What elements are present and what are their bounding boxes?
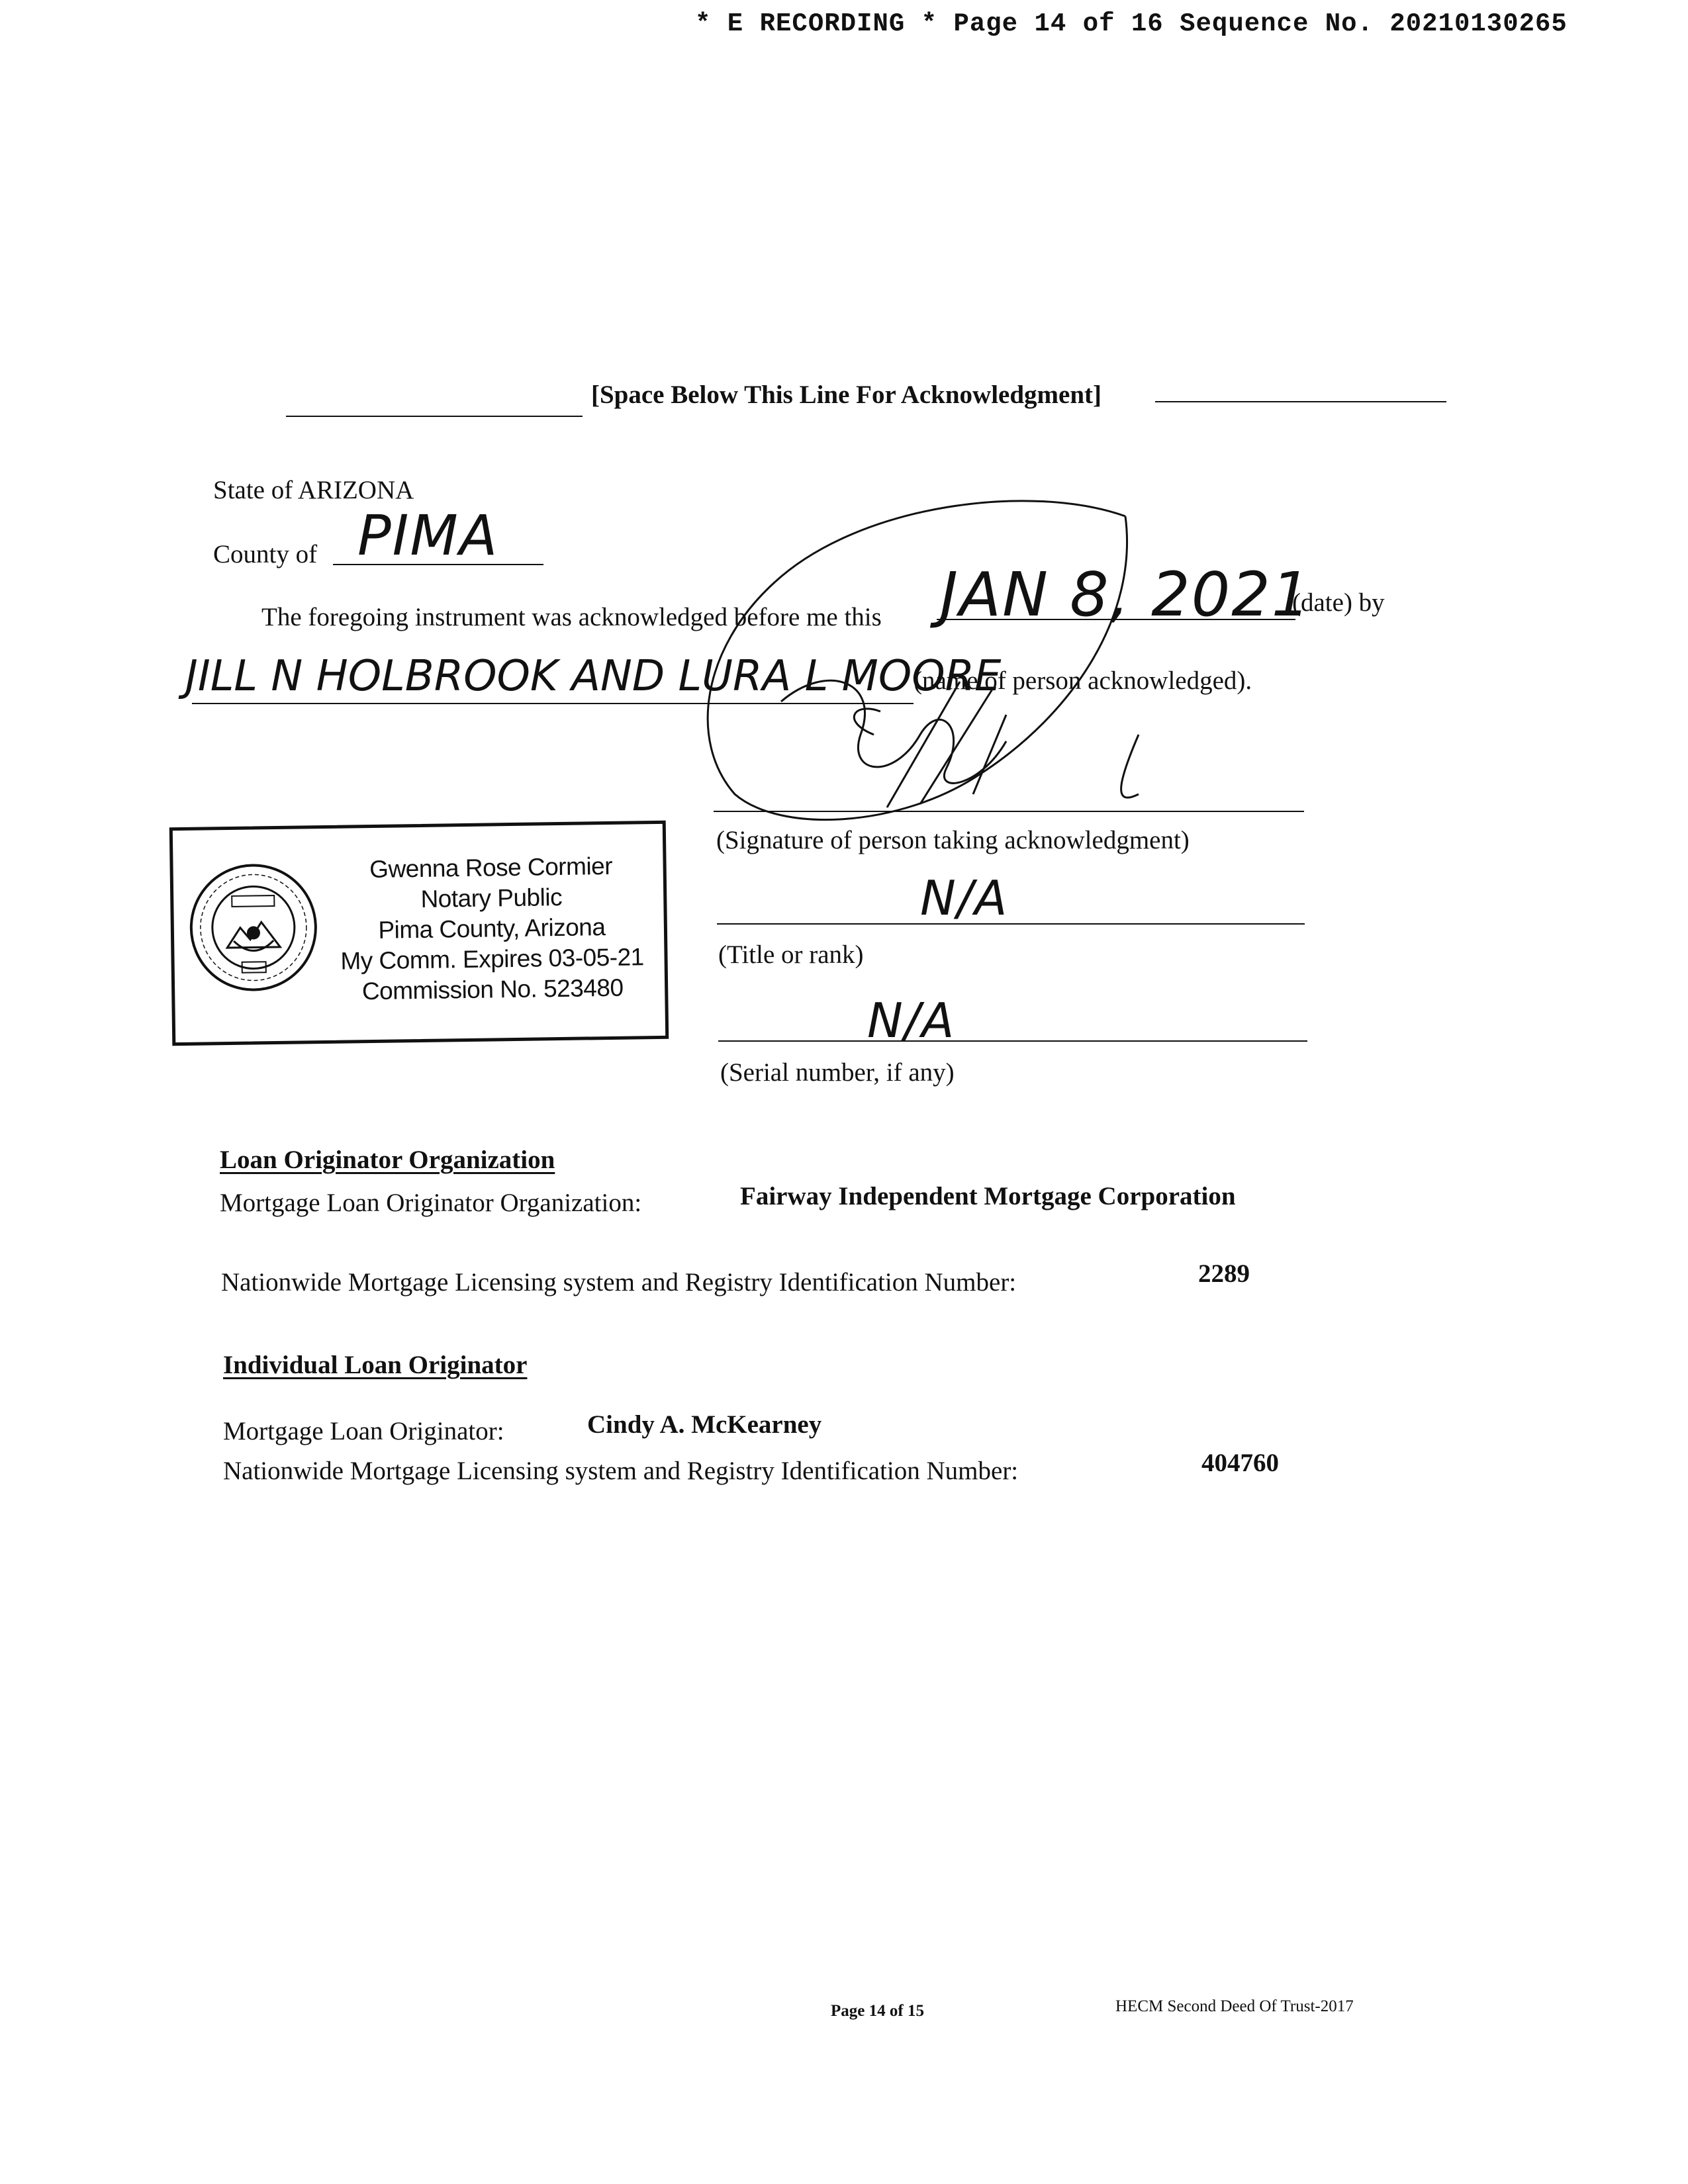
notary-name: Gwenna Rose Cormier bbox=[369, 852, 613, 884]
title-rule bbox=[717, 923, 1305, 925]
loan-org-heading: Loan Originator Organization bbox=[220, 1146, 555, 1174]
notary-commission: Commission No. 523480 bbox=[361, 974, 624, 1005]
individual-value: Cindy A. McKearney bbox=[587, 1410, 822, 1439]
recording-stamp: * E RECORDING * Page 14 of 16 Sequence No. 20210130265 bbox=[695, 9, 1568, 38]
title-handwritten: N/A bbox=[920, 870, 1009, 926]
loan-org-value: Fairway Independent Mortgage Corporation bbox=[740, 1182, 1236, 1210]
individual-heading: Individual Loan Originator bbox=[223, 1351, 528, 1379]
notary-title: Notary Public bbox=[420, 883, 563, 913]
loan-org-nmls-label: Nationwide Mortgage Licensing system and Registry Identification Number: bbox=[221, 1268, 1017, 1297]
acknowledgment-heading: [Space Below This Line For Acknowledgment] bbox=[591, 381, 1102, 409]
arizona-seal-icon bbox=[186, 860, 320, 995]
serial-caption: (Serial number, if any) bbox=[720, 1058, 955, 1087]
names-handwritten: JILL N HOLBROOK AND LURA L MOORE bbox=[185, 652, 1002, 701]
title-caption: (Title or rank) bbox=[718, 940, 864, 969]
county-label: County of bbox=[213, 540, 318, 569]
foregoing-text: The foregoing instrument was acknowledged before me this bbox=[261, 603, 882, 631]
county-handwritten: PIMA bbox=[357, 503, 499, 568]
individual-nmls-label: Nationwide Mortgage Licensing system and Registry Identification Number: bbox=[223, 1457, 1019, 1485]
notary-expires: My Comm. Expires 03-05-21 bbox=[340, 943, 645, 975]
loan-org-label: Mortgage Loan Originator Organization: bbox=[220, 1189, 642, 1217]
signature-caption: (Signature of person taking acknowledgment) bbox=[716, 826, 1190, 854]
individual-nmls-value: 404760 bbox=[1201, 1449, 1279, 1477]
date-suffix: (date) by bbox=[1292, 588, 1385, 617]
heading-rule-right bbox=[1155, 401, 1446, 402]
serial-rule bbox=[718, 1040, 1307, 1042]
loan-org-nmls-value: 2289 bbox=[1198, 1259, 1250, 1288]
footer-page-number: Page 14 of 15 bbox=[831, 2002, 924, 2020]
notary-stamp-text bbox=[325, 850, 658, 1007]
footer-doc-title: HECM Second Deed Of Trust-2017 bbox=[1115, 1997, 1354, 2015]
date-handwritten: JAN 8, 2021 bbox=[940, 559, 1312, 630]
state-line: State of ARIZONA bbox=[213, 476, 414, 504]
heading-rule-left bbox=[286, 416, 583, 417]
names-suffix: (name of person acknowledged). bbox=[914, 666, 1252, 695]
names-rule bbox=[192, 703, 914, 704]
signature-rule bbox=[714, 811, 1304, 812]
serial-handwritten: N/A bbox=[867, 993, 956, 1048]
individual-label: Mortgage Loan Originator: bbox=[223, 1417, 504, 1445]
notary-county: Pima County, Arizona bbox=[378, 913, 606, 944]
notary-stamp bbox=[169, 821, 669, 1046]
